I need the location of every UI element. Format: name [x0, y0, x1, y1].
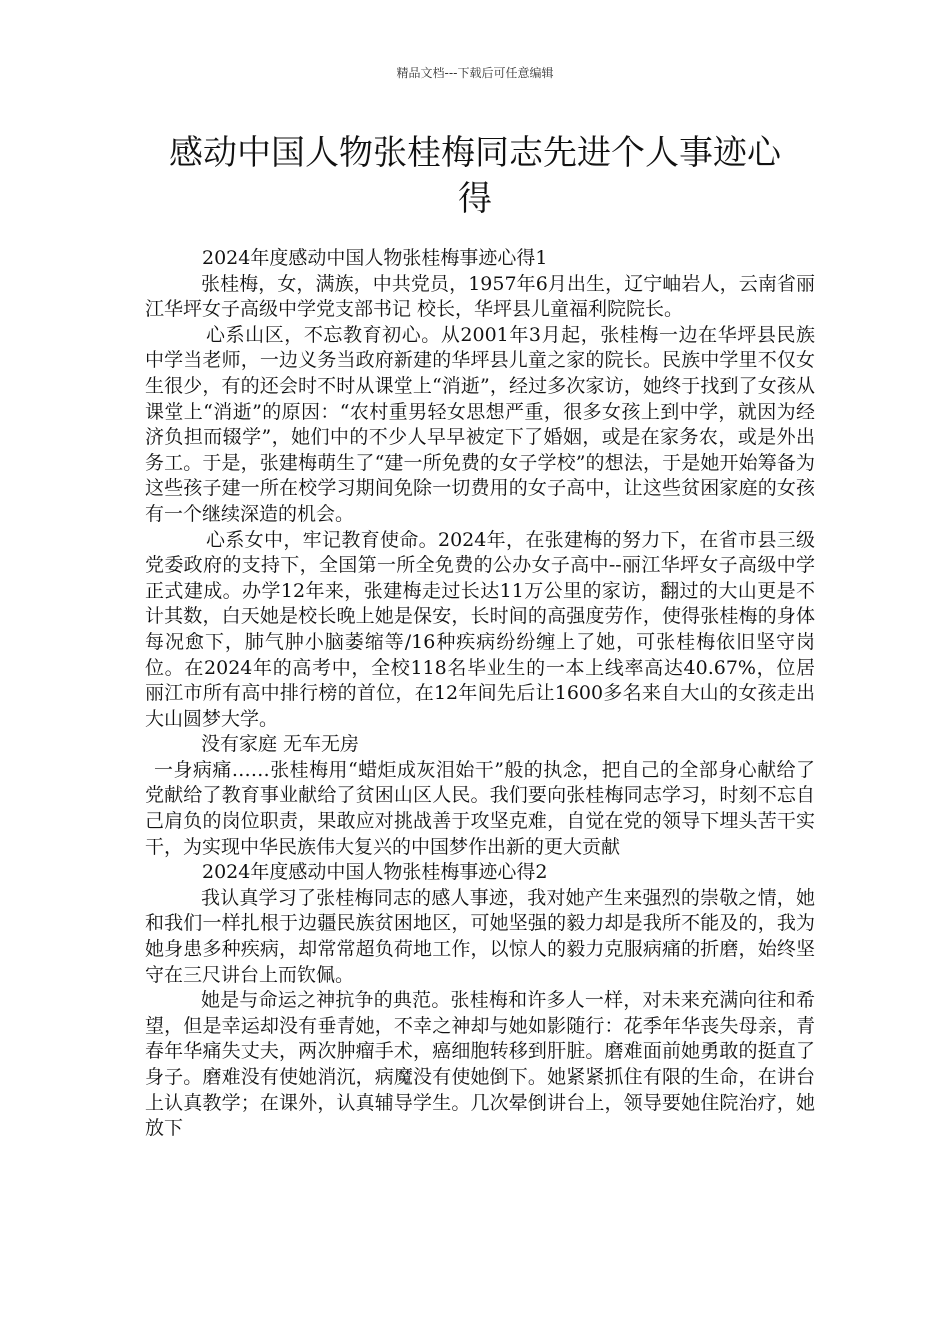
paragraph-4: 没有家庭 无车无房 [201, 733, 360, 756]
title-line-2: 得 [458, 179, 492, 219]
paragraph-5: 一身病痛……张桂梅用“蜡炬成灰泪始干”般的执念，把自己的全部身心献给了党献给了教育事业献给了贫困山区人民。我们要向张桂梅同志学习，时刻不忘自己肩负的岗位职责，果敢应对挑战善于攻坚克难，自觉在党的领导下埋头苦干实干，为实现中华民族伟大复兴的中国梦作出新的更大贡献 [145, 758, 815, 858]
paragraph-6: 我认真学习了张桂梅同志的感人事迹，我对她产生来强烈的崇敬之情，她和我们一样扎根于边疆民族贫困地区，可她坚强的毅力却是我所不能及的，我为她身患多种疾病，却常常超负荷地工作，以惊人的毅力克服病痛的折磨，始终坚守在三尺讲台上而钦佩。 [145, 886, 815, 986]
section-1-heading: 2024年度感动中国人物张桂梅事迹心得1 [202, 247, 548, 269]
title-line-1: 感动中国人物张桂梅同志先进个人事迹心 [169, 133, 781, 173]
page-header: 精品文档---下载后可任意编辑 [396, 66, 554, 80]
document-title [130, 130, 820, 222]
paragraph-2: 心系山区，不忘教育初心。从2001年3月起，张桂梅一边在华坪县民族中学当老师，一边义务当政府新建的华坪县儿童之家的院长。民族中学里不仅女生很少，有的还会时不时从课堂上“消逝”，经过多次家访，她终于找到了女孩从课堂上“消逝”的原因：“农村重男轻女思想严重，很多女孩上到中学，就因为经济负担而辍学”，她们中的不少人早早被定下了婚姻，或是在家务农，或是外出务工。于是，张建梅萌生了“建一所免费的女子学校”的想法，于是她开始筹备为这些孩子建一所在校学习期间免除一切费用的女子高中，让这些贫困家庭的女孩有一个继续深造的机会。 [145, 323, 815, 525]
paragraph-3: 心系女中，牢记教育使命。2024年，在张建梅的努力下，在省市县三级党委政府的支持下，全国第一所全免费的公办女子高中--丽江华坪女子高级中学正式建成。办学12年来，张建梅走过长达11万公里的家访，翻过的大山更是不计其数，白天她是校长晚上她是保安，长时间的高强度劳作，使得张桂梅的身体每况愈下，肺气肿小脑萎缩等/16种疾病纷纷缠上了她，可张桂梅依旧坚守岗位。在2024年的高考中，全校118名毕业生的一本上线率高达40.67%，位居丽江市所有高中排行榜的首位，在12年间先后让1600多名来自大山的女孩走出大山圆梦大学。 [145, 528, 815, 730]
section-2-heading: 2024年度感动中国人物张桂梅事迹心得2 [202, 861, 548, 884]
paragraph-1: 张桂梅，女，满族，中共党员，1957年6月出生，辽宁岫岩人，云南省丽江华坪女子高级中学党支部书记 校长，华坪县儿童福利院院长。 [145, 272, 815, 321]
document-body [145, 246, 815, 1142]
paragraph-7: 她是与命运之神抗争的典范。张桂梅和许多人一样，对未来充满向往和希望，但是幸运却没有垂青她，不幸之神却与她如影随行：花季年华丧失母亲，青春年华痛失丈夫，两次肿瘤手术，癌细胞转移到肝脏。磨难面前她勇敢的挺直了身子。磨难没有使她消沉，病魔没有使她倒下。她紧紧抓住有限的生命，在讲台上认真教学；在课外，认真辅导学生。几次晕倒讲台上，领导要她住院治疗，她放下 [145, 989, 815, 1140]
